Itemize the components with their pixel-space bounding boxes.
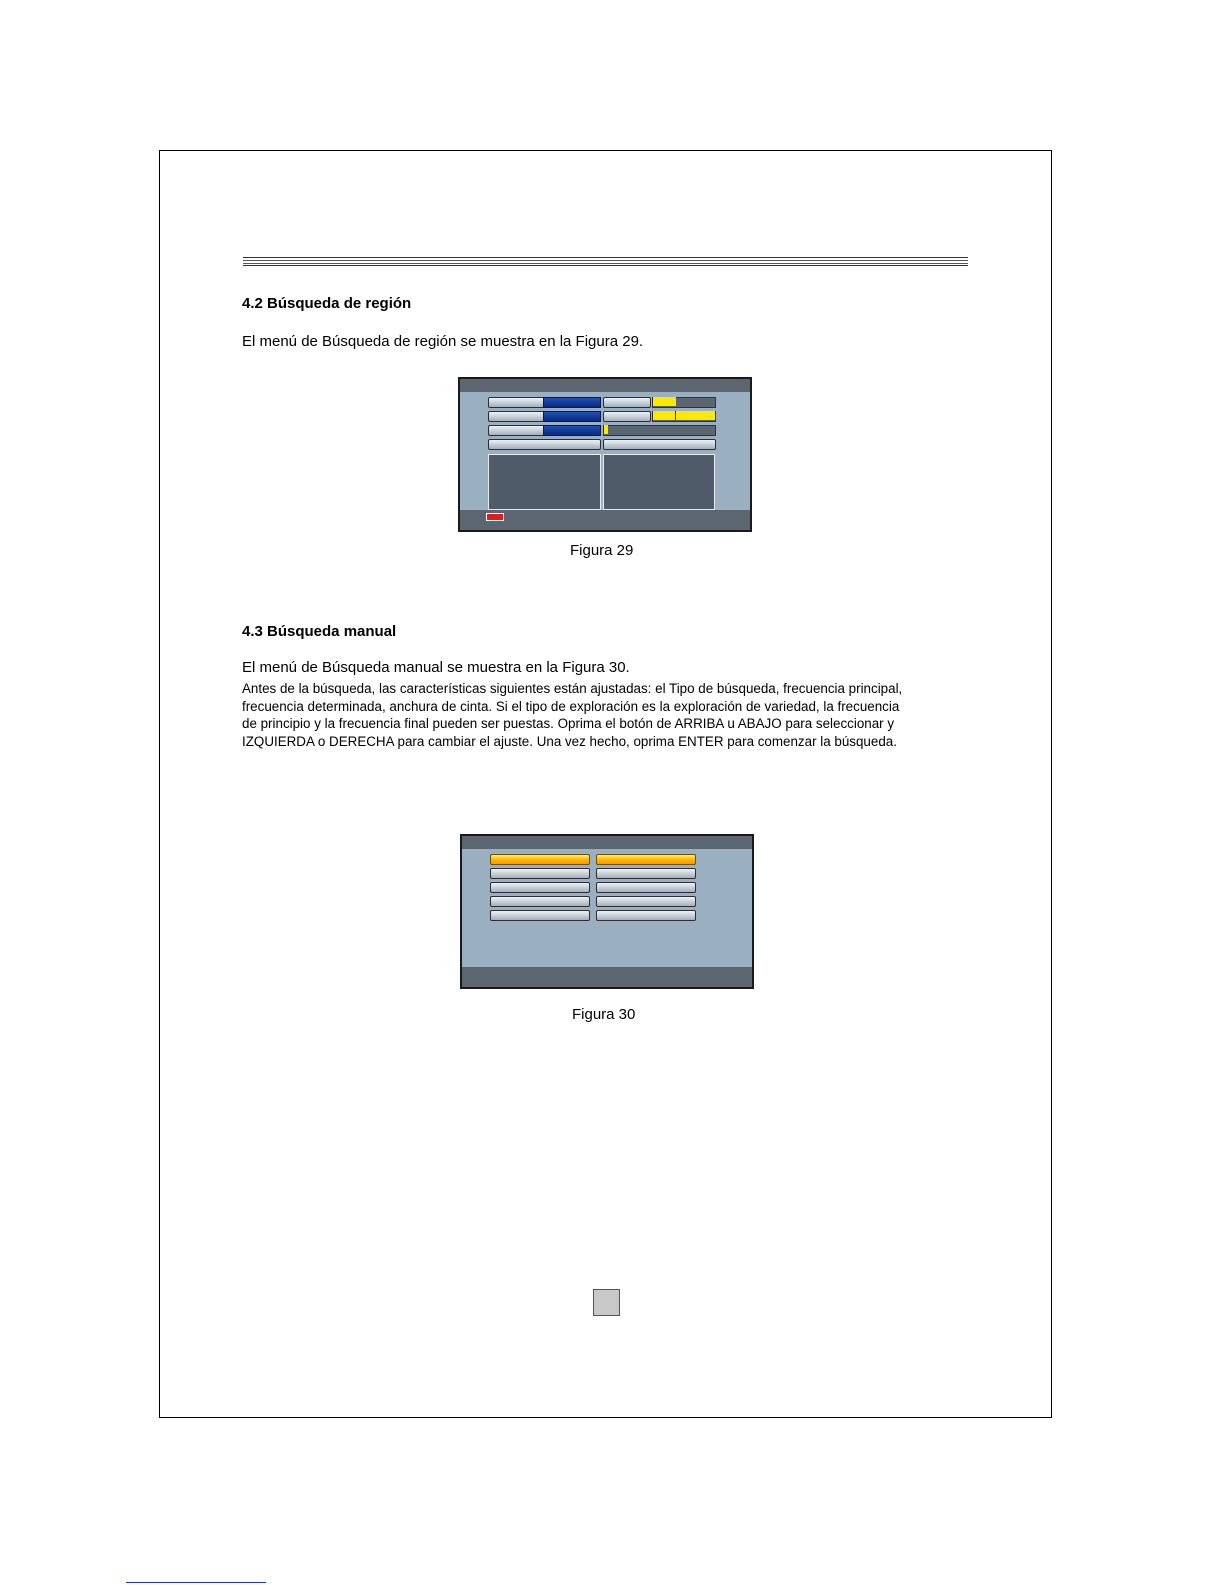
manual-field-label-1 [490,854,590,865]
manual-lead-text: El menú de Búsqueda manual se muestra en la Figura 30. [242,659,630,676]
region-value-3 [543,425,601,436]
manual-field-value-5 [596,910,696,921]
figure-30-caption: Figura 30 [572,1006,636,1023]
region-lead-text: El menú de Búsqueda de región se muestra en la Figura 29. [242,333,644,350]
manual-field-value-2 [596,868,696,879]
manual-body-text [242,680,972,750]
search-progress-bar [603,425,716,436]
page-number-box [593,1289,620,1316]
region-field-4 [488,439,601,450]
progress-label-field [603,439,716,450]
manual-field-value-1 [596,854,696,865]
figure-29-caption: Figura 29 [570,542,634,559]
manual-field-label-5 [490,910,590,921]
radio-channel-list-panel [603,454,715,510]
header-rule [243,257,968,266]
region-value-1 [543,397,601,408]
signal-label-field [603,397,651,408]
body-line: Antes de la búsqueda, las características siguientes están ajustadas: el Tipo de búsqueda, frecuencia principal, [242,681,903,696]
manual-field-label-3 [490,882,590,893]
manual-field-label-4 [490,896,590,907]
menu-title-bar [462,836,752,849]
red-key-icon [486,513,504,521]
menu-help-bar [462,967,752,987]
body-line: frecuencia determinada, anchura de cinta. Si el tipo de exploración es la exploración de variedad, la frecuencia [242,698,900,714]
manual-field-value-4 [596,896,696,907]
body-line: de principio y la frecuencia final pueden ser puestas. Oprima el botón de ARRIBA u ABAJO para seleccionar y [242,716,895,732]
quality-level-fill [653,411,715,420]
menu-title-bar [460,379,750,392]
section-title-manual: 4.3 Búsqueda manual [242,623,397,640]
manual-field-label-2 [490,868,590,879]
body-line: IZQUIERDA o DERECHA para cambiar el ajuste. Una vez hecho, oprima ENTER para comenzar la búsqueda. [242,733,897,749]
section-title-region: 4.2 Búsqueda de región [242,295,412,312]
region-value-2 [543,411,601,422]
manual-field-value-3 [596,882,696,893]
quality-label-field [603,411,651,422]
signal-level-fill [653,397,676,406]
search-progress-fill [604,425,608,434]
bottom-link-underline [126,1582,266,1583]
signal-level-bar [652,397,716,408]
tv-channel-list-panel [488,454,601,510]
quality-level-bar [652,411,716,422]
figure-29-region-search-menu [458,377,752,532]
quality-bar-divider [675,411,676,420]
figure-30-manual-search-menu [460,834,754,989]
